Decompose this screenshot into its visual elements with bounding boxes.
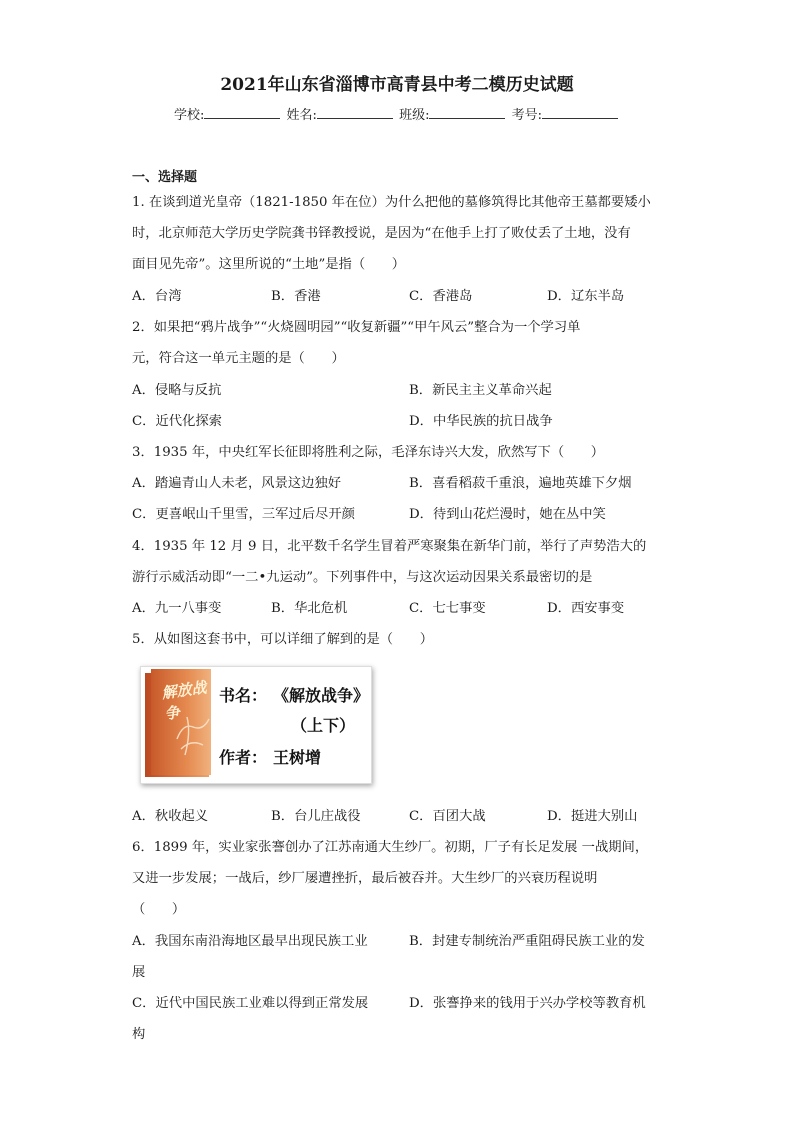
q4-option-c[interactable]: C．七七事变 xyxy=(409,601,486,616)
book-author: 王树增 xyxy=(273,748,322,767)
q1-line-2: 时，北京师范大学历史学院龚书铎教授说，是因为“在他手上打了败仗丢了土地，没有 xyxy=(132,226,631,241)
q6-line-2: 又进一步发展；一战后，纱厂屡遭挫折，最后被吞并。大生纱厂的兴衰历程说明 xyxy=(132,871,598,886)
q2-line-1: 2．如果把“鸦片战争”“火烧圆明园”“收复新疆”“甲午风云”整合为一个学习单 xyxy=(132,320,581,335)
q3-line-1: 3．1935 年，中央红军长征即将胜利之际，毛泽东诗兴大发，欣然写下（ ） xyxy=(132,445,605,460)
q6-option-b-continued: 展 xyxy=(132,965,146,980)
book-volume: （上下） xyxy=(291,716,356,735)
q3-option-c[interactable]: C．更喜岷山千里雪，三军过后尽开颜 xyxy=(132,507,355,522)
book-name-label: 书名： xyxy=(219,686,268,705)
q3-option-d[interactable]: D．待到山花烂漫时，她在丛中笑 xyxy=(409,507,606,522)
q5-option-b[interactable]: B．台儿庄战役 xyxy=(271,809,361,824)
school-blank[interactable] xyxy=(204,106,280,119)
exam-no-label: 考号: xyxy=(511,108,542,123)
class-label: 班级: xyxy=(399,108,430,123)
q6-option-d[interactable]: D．张謇挣来的钱用于兴办学校等教育机 xyxy=(409,996,646,1011)
book-name: 《解放战争》 xyxy=(273,686,370,705)
book-figure xyxy=(140,666,372,784)
q1-option-c[interactable]: C．香港岛 xyxy=(409,289,473,304)
q1-option-d[interactable]: D．辽东半岛 xyxy=(547,289,625,304)
q1-option-a[interactable]: A．台湾 xyxy=(132,289,182,304)
q6-option-a[interactable]: A．我国东南沿海地区最早出现民族工业 xyxy=(132,934,368,949)
q2-option-d[interactable]: D．中华民族的抗日战争 xyxy=(409,414,553,429)
name-blank[interactable] xyxy=(317,106,393,119)
q4-option-a[interactable]: A．九一八事变 xyxy=(132,601,222,616)
book-cover-front xyxy=(151,669,211,775)
q2-option-c[interactable]: C．近代化探索 xyxy=(132,414,222,429)
q4-option-b[interactable]: B．华北危机 xyxy=(271,601,348,616)
q2-option-a[interactable]: A．侵略与反抗 xyxy=(132,383,222,398)
book-author-label: 作者： xyxy=(219,748,268,767)
q1-line-1: 1. 在谈到道光皇帝（1821-1850 年在位）为什么把他的墓修筑得比其他帝王墓都要矮小 xyxy=(132,195,651,210)
section-heading: 一、选择题 xyxy=(132,170,198,185)
q6-option-d-continued: 构 xyxy=(132,1027,146,1042)
exam-title: 2021年山东省淄博市高青县中考二模历史试题 xyxy=(220,75,574,95)
q6-option-c[interactable]: C．近代中国民族工业难以得到正常发展 xyxy=(132,996,369,1011)
school-label: 学校: xyxy=(174,108,205,123)
q4-line-1: 4．1935 年 12 月 9 日，北平数千名学生冒着严寒聚集在新华门前，举行了声势浩大的 xyxy=(132,539,647,554)
map-illustration-icon xyxy=(173,709,213,759)
q3-option-a[interactable]: A．踏遍青山人未老，风景这边独好 xyxy=(132,476,342,491)
book-cover-calligraphy: 解放战争 xyxy=(160,678,208,724)
q5-option-c[interactable]: C．百团大战 xyxy=(409,809,486,824)
q4-option-d[interactable]: D．西安事变 xyxy=(547,601,625,616)
q6-option-b[interactable]: B．封建专制统治严重阻碍民族工业的发 xyxy=(409,934,645,949)
q5-option-d[interactable]: D．挺进大别山 xyxy=(547,809,638,824)
student-info-line xyxy=(0,104,794,123)
q5-line-1: 5．从如图这套书中，可以详细了解到的是（ ） xyxy=(132,632,433,647)
q3-option-b[interactable]: B．喜看稻菽千重浪，遍地英雄下夕烟 xyxy=(409,476,632,491)
q6-line-1: 6．1899 年，实业家张謇创办了江苏南通大生纱厂。初期，厂子有长足发展 一战期间， xyxy=(132,840,649,855)
q5-option-a[interactable]: A．秋收起义 xyxy=(132,809,209,824)
q1-option-b[interactable]: B．香港 xyxy=(271,289,321,304)
q2-line-2: 元，符合这一单元主题的是（ ） xyxy=(132,351,345,366)
exam-no-blank[interactable] xyxy=(542,106,618,119)
q2-option-b[interactable]: B．新民主主义革命兴起 xyxy=(409,383,552,398)
name-label: 姓名: xyxy=(286,108,317,123)
q1-line-3: 面目见先帝”。这里所说的“土地”是指（ ） xyxy=(132,257,406,272)
class-blank[interactable] xyxy=(429,106,505,119)
q4-line-2: 游行示威活动即“一二•九运动”。下列事件中，与这次运动因果关系最密切的是 xyxy=(132,570,593,585)
q6-line-3: （ ） xyxy=(132,902,186,917)
